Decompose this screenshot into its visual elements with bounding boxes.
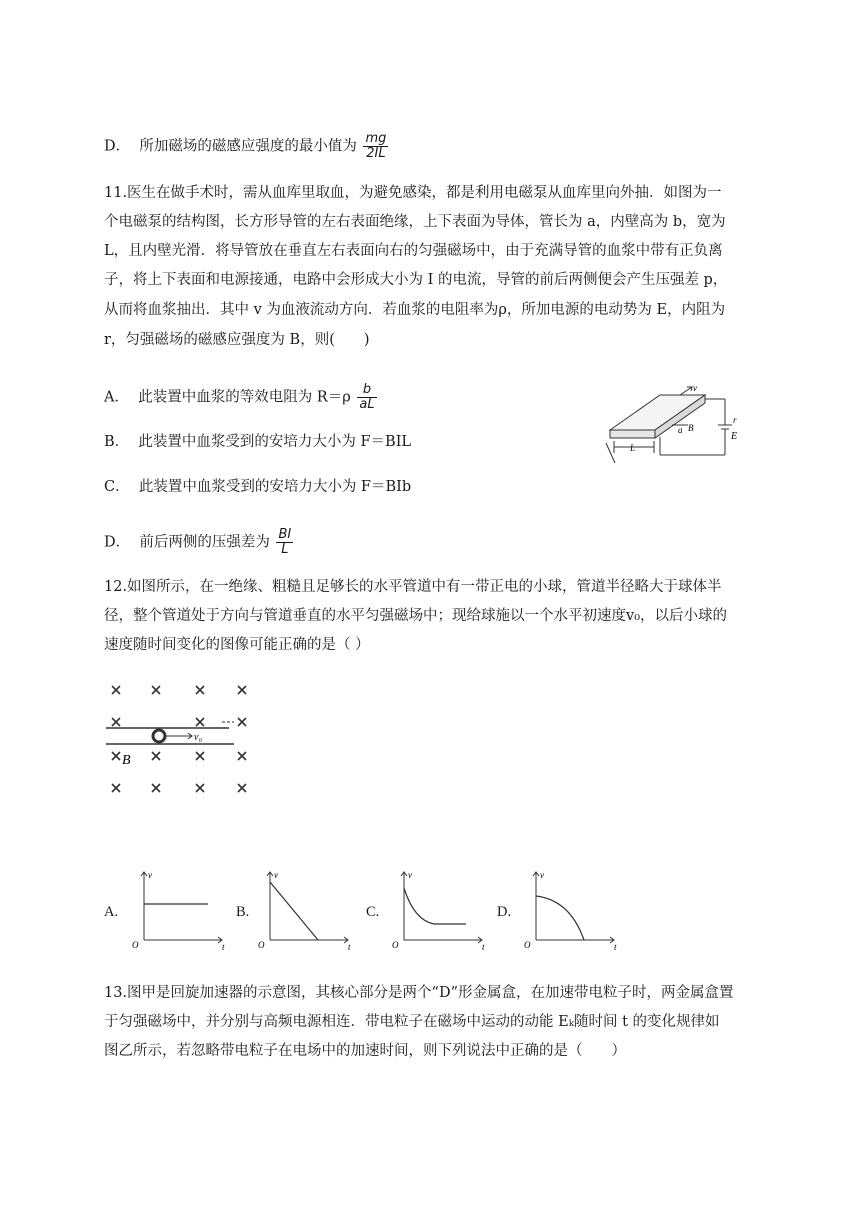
label-v: v <box>693 385 697 393</box>
option-text: 此装置中血浆的等效电阻为 R＝ρ <box>138 389 351 406</box>
origin-label: O <box>132 940 139 950</box>
pump-front-face <box>610 430 655 438</box>
charged-ball <box>153 730 165 742</box>
graph-label-b[interactable]: B. <box>236 904 250 920</box>
q11-option-d[interactable] <box>104 528 293 557</box>
option-label: B． <box>104 434 130 450</box>
axis-v-label: v <box>148 870 152 880</box>
axis-v-label: v <box>408 870 412 880</box>
label-v0: v₀ <box>194 732 202 743</box>
label-L: L <box>630 443 636 453</box>
graph-c[interactable] <box>390 868 490 952</box>
option-text: 此装置中血浆受到的安培力大小为 F＝BIb <box>138 479 412 495</box>
option-text: 此装置中血浆受到的安培力大小为 F＝BIL <box>138 434 412 450</box>
q13-stem-line: 于匀强磁场中，并分别与高频电源相连．带电粒子在磁场中运动的动能 Eₖ随时间 t 的变化规律如 <box>104 1014 720 1030</box>
graph-d[interactable] <box>522 868 622 952</box>
label-B: B <box>122 753 131 768</box>
option-label: D． <box>104 534 131 551</box>
q11-option-a-fraction <box>357 383 376 412</box>
q12-stem-line: 12.如图所示，在一绝缘、粗糙且足够长的水平管道中有一带正电的小球，管道半径略大于球体半 <box>104 579 722 595</box>
fraction-denominator: L <box>281 542 289 557</box>
q11-stem-line: 个电磁泵的结构图，长方形导管的左右表面绝缘，上下表面为导体，管长为 a，内壁高为 b，宽为 <box>104 214 726 230</box>
label-r: r <box>733 415 737 425</box>
q11-option-b[interactable] <box>104 432 411 452</box>
q10-option-d-label: D． <box>104 138 131 155</box>
q11-stem-line: 11.医生在做手术时，需从血库里取血，为避免感染，都是利用电磁泵从血库里向外抽．如图为一 <box>104 185 722 201</box>
graph-b[interactable] <box>256 868 356 952</box>
fraction-numerator: mg <box>365 131 387 146</box>
graph-label-c[interactable]: C. <box>366 904 380 920</box>
option-label: A． <box>104 389 129 406</box>
q13-stem-line: 图乙所示，若忽略带电粒子在电场中的加速时间，则下列说法中正确的是（ ） <box>104 1043 626 1059</box>
q10-option-d-fraction <box>363 132 388 161</box>
origin-label: O <box>392 940 399 950</box>
axis-t-label: t <box>482 942 485 952</box>
q11-option-a[interactable] <box>104 383 377 412</box>
axis-v-label: v <box>274 870 278 880</box>
axis-t-label: t <box>222 942 225 952</box>
axis-v-label: v <box>540 870 544 880</box>
fraction-numerator: BI <box>278 527 292 542</box>
q12-field-figure <box>104 678 264 803</box>
label-a: a <box>678 425 683 435</box>
origin-label: O <box>258 940 265 950</box>
q11-option-c[interactable] <box>104 477 411 497</box>
curve-linear-decrease <box>270 882 318 940</box>
q11-pump-figure <box>600 385 750 470</box>
curve-decay-to-constant <box>404 888 466 924</box>
q11-stem-line: 子，将上下表面和电源接通，电路中会形成大小为 I 的电流，导管的前后两侧便会产生压强差 p， <box>104 272 728 288</box>
origin-label: O <box>524 940 531 950</box>
q12-stem-line: 径，整个管道处于方向与管道垂直的水平匀强磁场中；现给球施以一个水平初速度v₀，以后小球的 <box>104 608 728 624</box>
q11-option-d-fraction <box>276 528 293 557</box>
q11-stem-line: 从而将血浆抽出．其中 v 为血液流动方向．若血浆的电阻率为ρ，所加电源的电动势为 E，内阻为 <box>104 302 726 318</box>
velocity-arrow <box>680 387 692 395</box>
field-cross-marks <box>112 686 246 792</box>
q13-stem-line: 13.图甲是回旋加速器的示意图，其核心部分是两个“D”形金属盒，在加速带电粒子时，两金属盒置 <box>104 985 734 1001</box>
option-text: 前后两侧的压强差为 <box>139 534 270 551</box>
graph-label-a[interactable]: A. <box>104 904 119 920</box>
axis-t-label: t <box>614 942 617 952</box>
fraction-numerator: b <box>357 383 376 398</box>
curve-accelerating-decrease <box>536 896 584 940</box>
graph-label-d[interactable]: D. <box>497 904 512 920</box>
label-B: B <box>688 423 694 433</box>
q10-option-d-text: 所加磁场的磁感应强度的最小值为 <box>139 138 357 155</box>
graph-a[interactable] <box>130 868 230 952</box>
q11-stem-line: L，且内壁光滑．将导管放在垂直左右表面向右的匀强磁场中，由于充满导管的血浆中带有正负离 <box>104 243 723 259</box>
axis-t-label: t <box>348 942 351 952</box>
fraction-denominator: aL <box>359 397 375 412</box>
q11-stem-line: r，匀强磁场的磁感应强度为 B，则( ) <box>104 332 370 348</box>
option-label: C． <box>104 479 130 495</box>
q12-stem-line: 速度随时间变化的图像可能正确的是（ ） <box>104 637 370 653</box>
fraction-denominator: 2IL <box>366 146 386 161</box>
q10-option-d <box>104 132 388 161</box>
label-E: E <box>731 431 738 442</box>
